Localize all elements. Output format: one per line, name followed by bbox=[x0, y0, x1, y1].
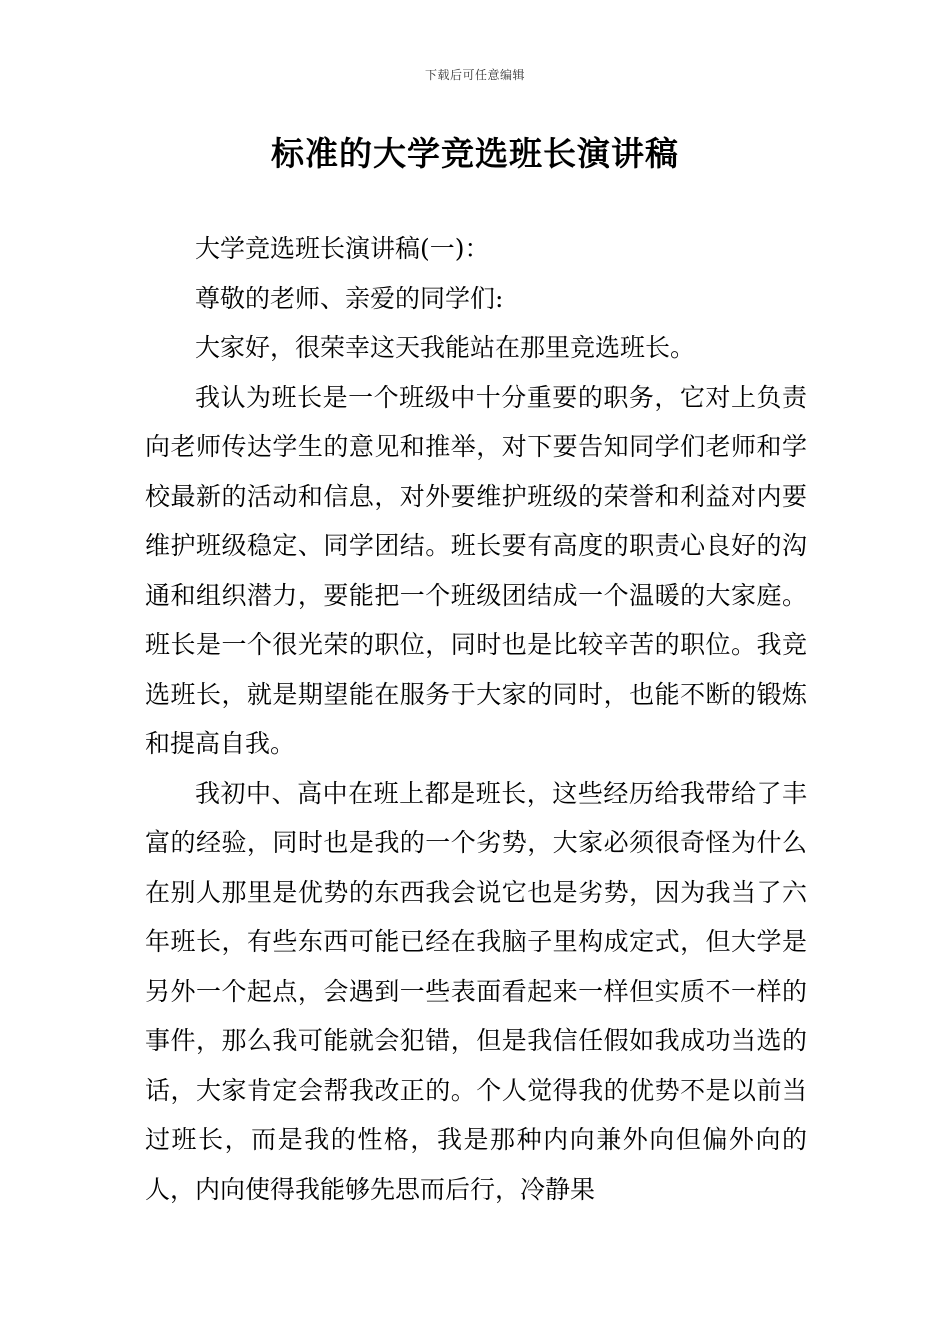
paragraph-salutation: 尊敬的老师、亲爱的同学们: bbox=[195, 283, 504, 313]
document-body bbox=[145, 224, 807, 1214]
header-note: 下载后可任意编辑 bbox=[424, 68, 525, 82]
paragraph-body: 我认为班长是一个班级中十分重要的职务，它对上负责向老师传达学生的意见和推举，对下要告知同学们老师和学校最新的活动和信息，对外要维护班级的荣誉和利益对内要维护班级稳定、同学团结。班长要有高度的职责心良好的沟通和组织潜力，要能把一个班级团结成一个温暖的大家庭。班长是一个很光荣的职位，同时也是比较辛苦的职位。我竞选班长，就是期望能在服务于大家的同时，也能不断的锻炼和提高自我。 bbox=[145, 382, 807, 758]
paragraph-speech-heading: 大学竞选班长演讲稿(一)： bbox=[195, 234, 490, 263]
paragraph-greeting: 大家好，很荣幸这天我能站在那里竞选班长。 bbox=[195, 333, 696, 362]
paragraph-body: 我初中、高中在班上都是班长，这些经历给我带给了丰富的经验，同时也是我的一个劣势，大家必须很奇怪为什么在别人那里是优势的东西我会说它也是劣势，因为我当了六年班长，有些东西可能已经在我脑子里构成定式，但大学是另外一个起点，会遇到一些表面看起来一样但实质不一样的事件，那么我可能就会犯错，但是我信任假如我成功当选的话，大家肯定会帮我改正的。个人觉得我的优势不是以前当过班长，而是我的性格，我是那种内向兼外向但偏外向的人，内向使得我能够先思而后行，冷静果 bbox=[145, 778, 807, 1204]
document-title: 标准的大学竞选班长演讲稿 bbox=[271, 134, 679, 173]
